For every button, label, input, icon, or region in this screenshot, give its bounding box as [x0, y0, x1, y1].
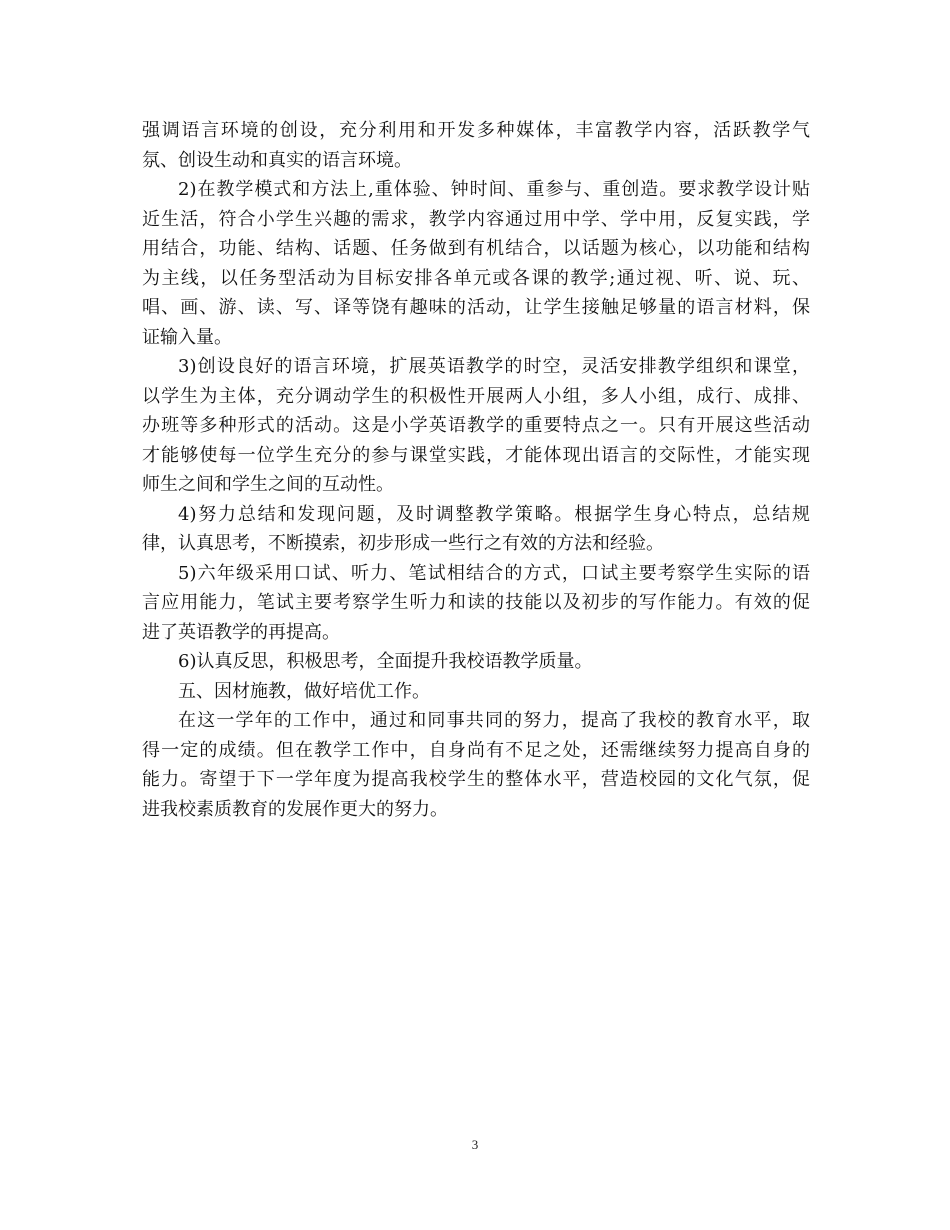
text-line: 证输入量。 [142, 326, 232, 348]
paragraph-continuation [142, 116, 810, 175]
text-line: 6)认真反思，积极思考，全面提升我校语教学质量。 [178, 651, 593, 672]
paragraph-item-2 [142, 175, 810, 352]
document-body [142, 116, 810, 824]
heading-line: 五、因材施教，做好培优工作。 [178, 680, 430, 702]
text-line: 办班等多种形式的活动。这是小学英语教学的重要特点之一。只有开展这些活动 [142, 415, 810, 436]
text-line: 2)在教学模式和方法上,重体验、钟时间、重参与、重创造。要求教学设计贴 [178, 179, 810, 200]
text-line: 以学生为主体，充分调动学生的积极性开展两人小组，多人小组，成行、成排、 [142, 385, 810, 407]
paragraph-conclusion [142, 706, 810, 824]
paragraph-item-6 [142, 647, 810, 677]
text-line: 3)创设良好的语言环境，扩展英语教学的时空，灵活安排教学组织和课堂， [178, 356, 810, 377]
text-line: 进了英语教学的再提高。 [142, 621, 340, 643]
text-line: 律，认真思考，不断摸索，初步形成一些行之有效的方法和经验。 [142, 533, 664, 554]
text-line: 进我校素质教育的发展作更大的努力。 [142, 798, 448, 820]
paragraph-item-3 [142, 352, 810, 500]
text-line: 师生之间和学生之间的互动性。 [142, 474, 394, 495]
text-line: 得一定的成绩。但在教学工作中，自身尚有不足之处，还需继续努力提高自身的 [142, 739, 810, 761]
text-line: 强调语言环境的创设，充分利用和开发多种媒体，丰富教学内容，活跃教学气 [142, 120, 810, 141]
text-line: 唱、画、游、读、写、译等饶有趣味的活动，让学生接触足够量的语言材料，保 [142, 297, 810, 318]
text-line: 为主线，以任务型活动为目标安排各单元或各课的教学;通过视、听、说、玩、 [142, 267, 810, 289]
text-line: 才能够使每一位学生充分的参与课堂实践，才能体现出语言的交际性，才能实现 [142, 444, 810, 466]
page-number: 3 [471, 1137, 479, 1152]
text-line: 用结合，功能、结构、话题、任务做到有机结合，以话题为核心，以功能和结构 [142, 238, 810, 259]
text-line: 言应用能力，笔试主要考察学生听力和读的技能以及初步的写作能力。有效的促 [142, 592, 810, 613]
section-heading [142, 677, 810, 707]
text-line: 近生活，符合小学生兴趣的需求，教学内容通过用中学、学中用，反复实践，学 [142, 208, 810, 230]
text-line: 能力。寄望于下一学年度为提高我校学生的整体水平，营造校园的文化气氛，促 [142, 769, 810, 790]
text-line: 4)努力总结和发现问题，及时调整教学策略。根据学生身心特点，总结规 [178, 503, 810, 525]
paragraph-item-4 [142, 500, 810, 559]
text-line: 5)六年级采用口试、听力、笔试相结合的方式，口试主要考察学生实际的语 [178, 562, 810, 584]
paragraph-item-5 [142, 559, 810, 648]
text-line: 在这一学年的工作中，通过和同事共同的努力，提高了我校的教育水平，取 [178, 710, 810, 731]
text-line: 氛、创设生动和真实的语言环境。 [142, 149, 412, 171]
